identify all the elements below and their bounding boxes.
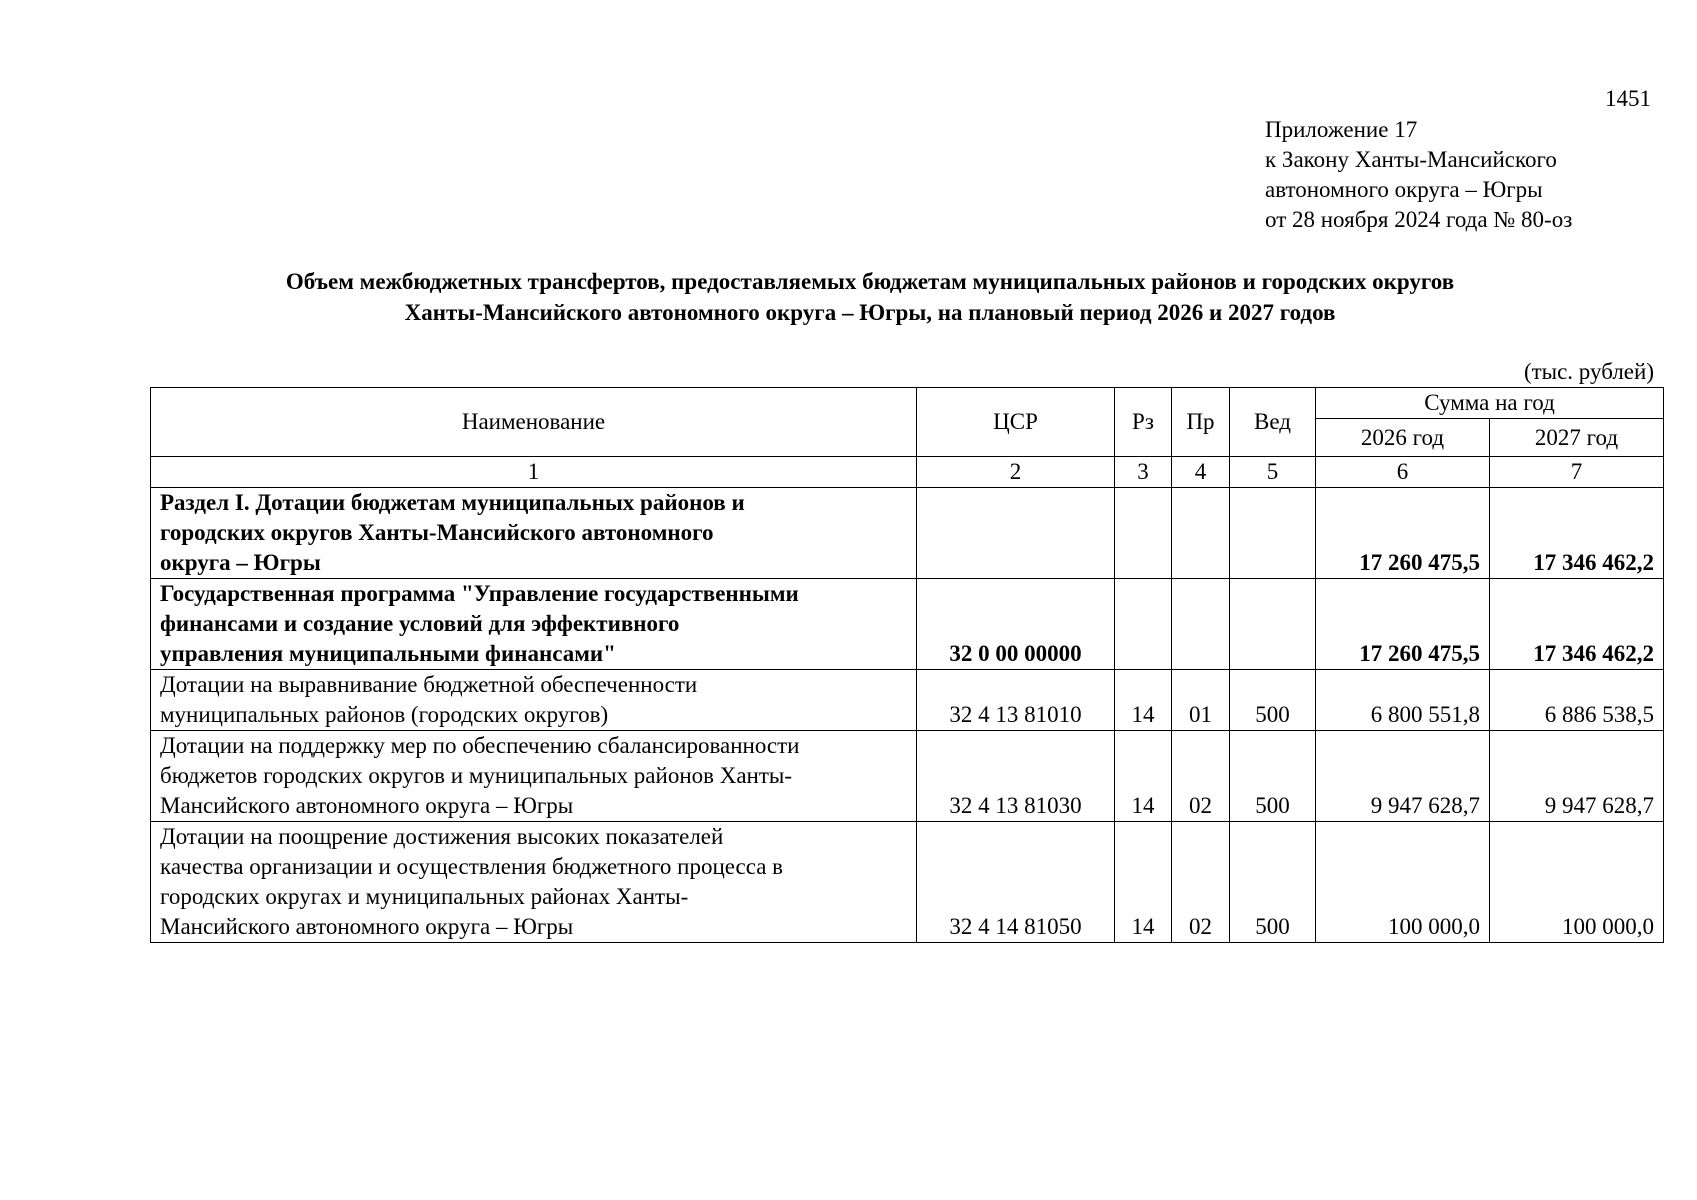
- row-rz: 14: [1115, 670, 1172, 731]
- column-number: 4: [1172, 457, 1230, 488]
- row-amount-2026: 17 260 475,5: [1316, 579, 1490, 670]
- row-name-line: управления муниципальными финансами": [160, 641, 616, 666]
- table-row: [151, 822, 1664, 943]
- appendix-line: Приложение 17: [1265, 117, 1418, 142]
- row-pr: [1172, 579, 1230, 670]
- header-sum: Сумма на год: [1316, 388, 1664, 419]
- appendix-line: к Закону Ханты-Мансийского: [1265, 147, 1557, 172]
- row-amount-2026: 6 800 551,8: [1316, 670, 1490, 731]
- row-name-line: муниципальных районов (городских округов): [160, 702, 609, 727]
- row-pr: 01: [1172, 670, 1230, 731]
- row-name-line: Дотации на поощрение достижения высоких показателей: [160, 824, 724, 849]
- row-name-line: Государственная программа "Управление государственными: [160, 581, 799, 606]
- row-name: [151, 670, 917, 731]
- row-name: [151, 488, 917, 579]
- document-title: [150, 266, 1590, 328]
- column-number: 5: [1230, 457, 1316, 488]
- row-amount-2026: 17 260 475,5: [1316, 488, 1490, 579]
- row-rz: 14: [1115, 822, 1172, 943]
- row-name-line: бюджетов городских округов и муниципальных районов Ханты-: [160, 763, 793, 788]
- appendix-line: автономного округа – Югры: [1265, 177, 1543, 202]
- column-number: 6: [1316, 457, 1490, 488]
- row-name-line: городских округах и муниципальных районах Ханты-: [160, 884, 689, 909]
- column-number: 2: [917, 457, 1115, 488]
- header-pr: Пр: [1172, 388, 1230, 457]
- row-name-line: качества организации и осуществления бюджетного процесса в: [160, 854, 784, 879]
- row-ved: [1230, 579, 1316, 670]
- row-name-line: округа – Югры: [160, 550, 321, 575]
- header-csr: ЦСР: [917, 388, 1115, 457]
- row-name-line: Мансийского автономного округа – Югры: [160, 793, 574, 818]
- row-name: [151, 579, 917, 670]
- row-csr: 32 4 13 81010: [917, 670, 1115, 731]
- units-note: (тыс. рублей): [1523, 359, 1654, 384]
- row-amount-2026: 100 000,0: [1316, 822, 1490, 943]
- row-name: [151, 731, 917, 822]
- row-pr: 02: [1172, 731, 1230, 822]
- row-amount-2027: 100 000,0: [1490, 822, 1664, 943]
- title-line: Ханты-Мансийского автономного округа – Югры, на плановый период 2026 и 2027 годов: [404, 300, 1336, 325]
- column-number: 7: [1490, 457, 1664, 488]
- title-line: Объем межбюджетных трансфертов, предоставляемых бюджетам муниципальных районов и городских округов: [285, 269, 1455, 294]
- column-number: 3: [1115, 457, 1172, 488]
- header-year-2026: 2026 год: [1316, 419, 1490, 457]
- header-rz: Рз: [1115, 388, 1172, 457]
- row-rz: [1115, 579, 1172, 670]
- row-name-line: Дотации на выравнивание бюджетной обеспеченности: [160, 672, 698, 697]
- column-number-row: [151, 457, 1664, 488]
- row-csr: 32 4 14 81050: [917, 822, 1115, 943]
- row-name-line: финансами и создание условий для эффективного: [160, 611, 680, 636]
- header-year-2027: 2027 год: [1490, 419, 1664, 457]
- row-ved: 500: [1230, 670, 1316, 731]
- row-csr: [917, 488, 1115, 579]
- row-name-line: Дотации на поддержку мер по обеспечению сбалансированности: [160, 733, 800, 758]
- header-ved: Вед: [1230, 388, 1316, 457]
- appendix-line: от 28 ноября 2024 года № 80-оз: [1265, 207, 1573, 232]
- header-name: Наименование: [151, 388, 917, 457]
- header-row: [151, 388, 1664, 419]
- row-csr: 32 4 13 81030: [917, 731, 1115, 822]
- row-amount-2027: 9 947 628,7: [1490, 731, 1664, 822]
- transfers-table: [150, 387, 1664, 943]
- row-amount-2027: 6 886 538,5: [1490, 670, 1664, 731]
- row-pr: [1172, 488, 1230, 579]
- row-amount-2026: 9 947 628,7: [1316, 731, 1490, 822]
- table-row: [151, 670, 1664, 731]
- row-amount-2027: 17 346 462,2: [1490, 488, 1664, 579]
- row-rz: 14: [1115, 731, 1172, 822]
- row-rz: [1115, 488, 1172, 579]
- row-name-line: Мансийского автономного округа – Югры: [160, 914, 574, 939]
- row-name: [151, 822, 917, 943]
- row-ved: [1230, 488, 1316, 579]
- row-csr: 32 0 00 00000: [917, 579, 1115, 670]
- row-ved: 500: [1230, 822, 1316, 943]
- table-row: [151, 731, 1664, 822]
- table-row: [151, 579, 1664, 670]
- row-name-line: городских округов Ханты-Мансийского автономного: [160, 520, 714, 545]
- row-pr: 02: [1172, 822, 1230, 943]
- row-ved: 500: [1230, 731, 1316, 822]
- page-number: 1451: [1605, 86, 1651, 111]
- table-row: [151, 488, 1664, 579]
- appendix-reference: [1265, 115, 1572, 235]
- row-name-line: Раздел I. Дотации бюджетам муниципальных районов и: [160, 490, 745, 515]
- column-number: 1: [151, 457, 917, 488]
- row-amount-2027: 17 346 462,2: [1490, 579, 1664, 670]
